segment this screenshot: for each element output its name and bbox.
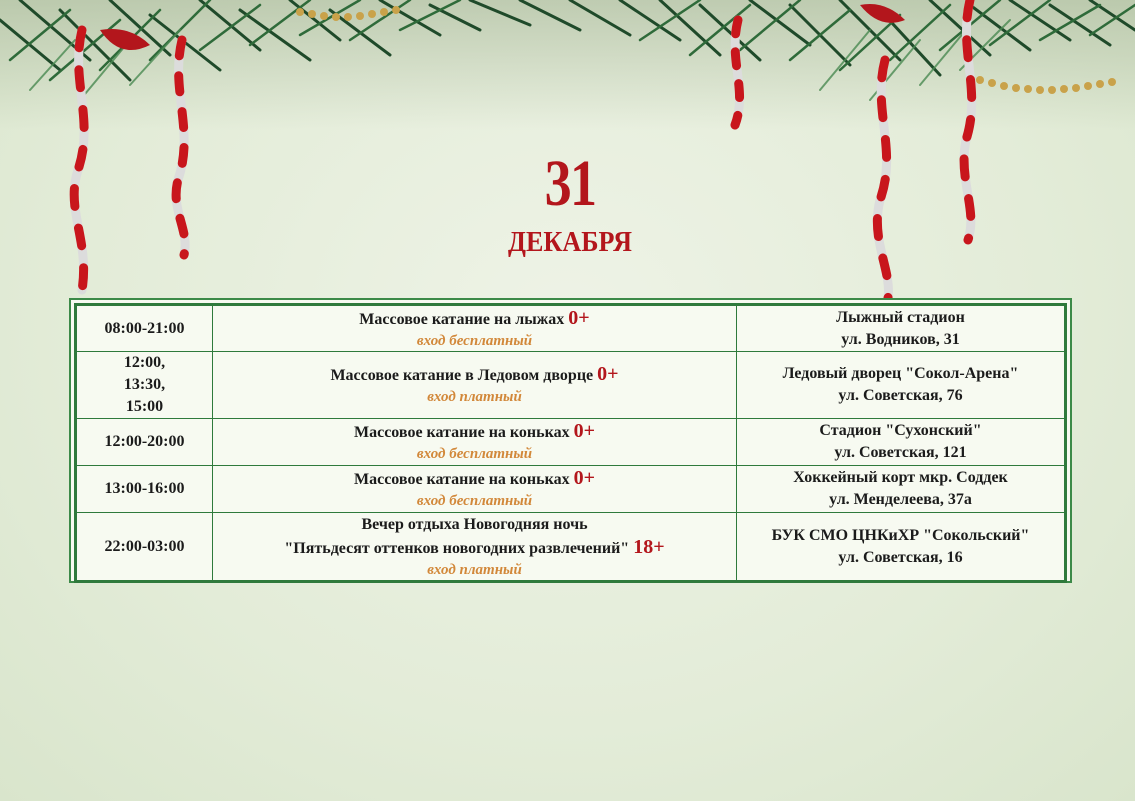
event-subtitle: "Пятьдесят оттенков новогодних развлечений": [284, 539, 630, 557]
time-text: 12:00,: [123, 354, 166, 371]
event-cell: [213, 305, 737, 352]
entry-type: вход бесплатный: [416, 446, 533, 462]
event-title: Массовое катание в Ледовом дворце: [330, 367, 594, 384]
event-title: Массовое катание на коньках: [354, 424, 570, 441]
age-rating: 0+: [568, 306, 590, 329]
time-text: 08:00-21:00: [104, 319, 185, 337]
age-rating: 18+: [633, 535, 665, 558]
entry-type: вход платный: [427, 389, 522, 405]
event-cell: [213, 419, 737, 466]
event-cell: [213, 352, 737, 419]
time-text: 12:00-20:00: [104, 433, 185, 450]
table-row: [76, 513, 1066, 582]
venue-address: ул. Водников, 31: [841, 330, 960, 348]
entry-type: вход платный: [427, 561, 522, 578]
age-rating: 0+: [573, 420, 595, 442]
schedule-table: [74, 303, 1067, 583]
schedule-table-frame: [69, 298, 1072, 583]
time-text: 13:30,: [123, 376, 166, 393]
venue-cell: [737, 352, 1066, 419]
venue-address: ул. Советская, 76: [838, 387, 963, 404]
venue-name: Стадион "Сухонский": [819, 422, 982, 439]
table-row: [76, 305, 1066, 352]
age-rating: 0+: [573, 467, 595, 489]
event-title: Вечер отдыха Новогодняя ночь: [361, 515, 588, 533]
date-month: ДЕКАБРЯ: [508, 226, 632, 258]
time-cell: [76, 466, 213, 513]
table-row: [76, 352, 1066, 419]
time-text: 15:00: [125, 398, 164, 415]
venue-name: Хоккейный корт мкр. Соддек: [793, 469, 1008, 486]
venue-cell: [737, 419, 1066, 466]
entry-type: вход бесплатный: [416, 332, 533, 349]
age-rating: 0+: [597, 363, 619, 385]
event-cell: [213, 513, 737, 582]
venue-address: ул. Советская, 121: [834, 444, 967, 461]
venue-cell: [737, 513, 1066, 582]
venue-name: Ледовый дворец "Сокол-Арена": [782, 365, 1019, 382]
event-title: Массовое катание на лыжах: [359, 310, 565, 328]
time-cell: [76, 305, 213, 352]
table-row: [76, 466, 1066, 513]
venue-address: ул. Менделеева, 37а: [829, 491, 972, 508]
time-text: 22:00-03:00: [104, 537, 185, 555]
time-text: 13:00-16:00: [104, 480, 185, 497]
table-row: [76, 419, 1066, 466]
venue-cell: [737, 466, 1066, 513]
venue-name: Лыжный стадион: [836, 308, 965, 326]
time-cell: [76, 513, 213, 582]
entry-type: вход бесплатный: [416, 493, 533, 509]
venue-name: БУК СМО ЦНКиХР "Сокольский": [771, 526, 1030, 544]
venue-address: ул. Советская, 16: [838, 548, 963, 566]
venue-cell: [737, 305, 1066, 352]
event-title: Массовое катание на коньках: [354, 471, 570, 488]
time-cell: [76, 419, 213, 466]
time-cell: [76, 352, 213, 419]
event-cell: [213, 466, 737, 513]
date-day: 31: [544, 147, 596, 220]
